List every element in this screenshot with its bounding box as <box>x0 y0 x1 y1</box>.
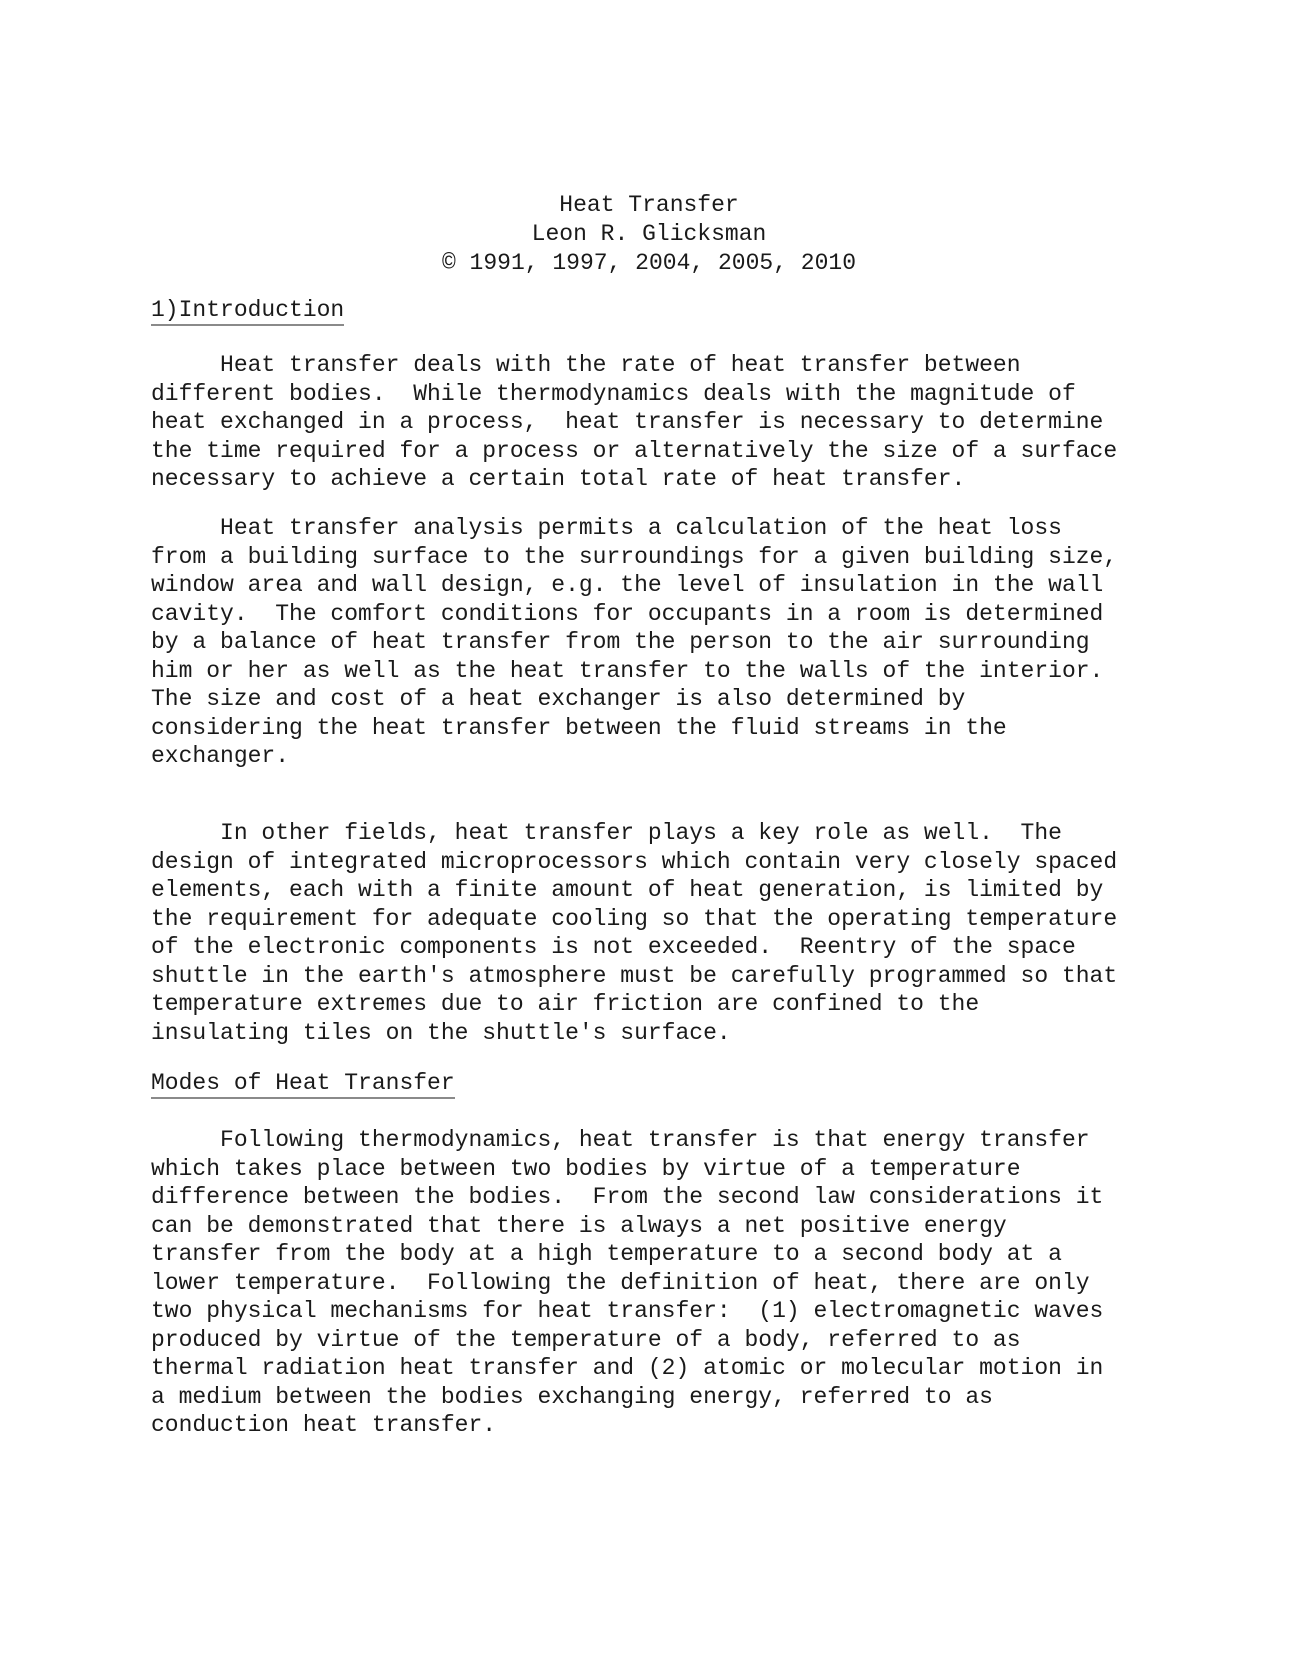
paragraph-line: cavity. The comfort conditions for occupants in a room is determined <box>151 600 1104 627</box>
paragraph-line: him or her as well as the heat transfer to the walls of the interior. <box>151 657 1104 684</box>
paragraph-line: by a balance of heat transfer from the person to the air surrounding <box>151 629 1090 655</box>
paragraph-modes-1 <box>151 1126 1103 1440</box>
paragraph-line: lower temperature. Following the definition of heat, there are only <box>151 1269 1090 1296</box>
paragraph-line: elements, each with a finite amount of heat generation, is limited by <box>151 877 1104 903</box>
paragraph-intro-1 <box>151 351 1117 494</box>
section-heading-modes: Modes of Heat Transfer <box>151 1069 455 1099</box>
paragraph-line: can be demonstrated that there is always a net positive energy <box>151 1212 1007 1239</box>
paragraph-line: a medium between the bodies exchanging energy, referred to as <box>151 1383 993 1410</box>
paragraph-line: different bodies. While thermodynamics deals with the magnitude of <box>151 380 1076 407</box>
paragraph-line: necessary to achieve a certain total rate of heat transfer. <box>151 466 966 492</box>
paragraph-intro-2 <box>151 514 1117 771</box>
section-heading-introduction: 1)Introduction <box>151 296 344 326</box>
paragraph-line: the time required for a process or alternatively the size of a surface <box>151 437 1118 464</box>
paragraph-line: Following thermodynamics, heat transfer is that energy transfer <box>151 1127 1090 1153</box>
document-header <box>0 191 1298 278</box>
document-copyright: © 1991, 1997, 2004, 2005, 2010 <box>441 250 857 276</box>
paragraph-line: produced by virtue of the temperature of a body, referred to as <box>151 1326 1021 1353</box>
paragraph-line: In other fields, heat transfer plays a key role as well. The <box>151 820 1062 846</box>
paragraph-line: of the electronic components is not exceeded. Reentry of the space <box>151 934 1076 960</box>
paragraph-line: conduction heat transfer. <box>151 1412 497 1438</box>
paragraph-line: design of integrated microprocessors which contain very closely spaced <box>151 848 1118 875</box>
paragraph-line: The size and cost of a heat exchanger is also determined by <box>151 686 966 712</box>
document-author: Leon R. Glicksman <box>531 221 767 247</box>
paragraph-line: window area and wall design, e.g. the level of insulation in the wall <box>151 572 1104 598</box>
paragraph-line: shuttle in the earth's atmosphere must be carefully programmed so that <box>151 962 1118 989</box>
paragraph-line: the requirement for adequate cooling so that the operating temperature <box>151 905 1118 932</box>
paragraph-line: difference between the bodies. From the second law considerations it <box>151 1184 1104 1210</box>
paragraph-line: temperature extremes due to air friction are confined to the <box>151 991 980 1017</box>
paragraph-line: considering the heat transfer between the fluid streams in the <box>151 714 1007 741</box>
paragraph-line: heat exchanged in a process, heat transfer is necessary to determine <box>151 409 1104 435</box>
paragraph-line: transfer from the body at a high temperature to a second body at a <box>151 1241 1062 1267</box>
paragraph-line: which takes place between two bodies by virtue of a temperature <box>151 1155 1021 1182</box>
paragraph-line: Heat transfer deals with the rate of heat transfer between <box>151 352 1021 378</box>
paragraph-line: exchanger. <box>151 743 290 769</box>
paragraph-intro-3 <box>151 819 1117 1047</box>
paragraph-line: insulating tiles on the shuttle's surface. <box>151 1019 731 1046</box>
paragraph-line: from a building surface to the surroundings for a given building size, <box>151 543 1118 570</box>
document-title: Heat Transfer <box>559 192 739 218</box>
paragraph-line: thermal radiation heat transfer and (2) atomic or molecular motion in <box>151 1355 1104 1381</box>
paragraph-line: Heat transfer analysis permits a calculation of the heat loss <box>151 515 1062 541</box>
paragraph-line: two physical mechanisms for heat transfer: (1) electromagnetic waves <box>151 1298 1104 1324</box>
